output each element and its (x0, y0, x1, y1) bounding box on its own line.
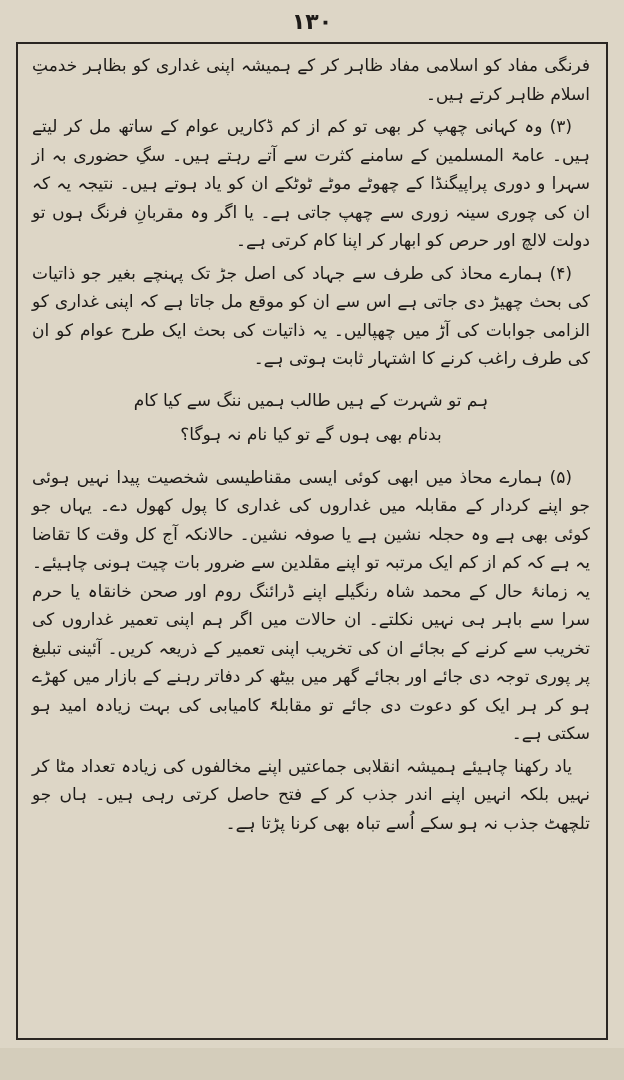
text-frame (16, 42, 608, 1040)
page-bottom-margin (0, 1048, 624, 1080)
paragraph-5: یاد رکھنا چاہیئے ہمیشہ انقلابی جماعتیں اپنے مخالفوں کی زیادہ تعداد مٹا کر نہیں بلکہ انہیں اپنے اندر جذب کر کے فتح حاصل کرتی رہی ہیں۔ ہاں جو تلچھٹ جذب نہ ہو سکے اُسے تباہ بھی کرنا پڑتا ہے۔ (32, 756, 590, 834)
paragraph-1: فرنگی مفاد کو اسلامی مفاد ظاہر کر کے ہمیشہ اپنی غداری کو بظاہر خدمتِ اسلام ظاہر کرتے ہیں۔ (32, 56, 590, 105)
page-number: ۱۳۰ (291, 10, 333, 35)
poetry-couplet (32, 384, 590, 452)
verse-1: ہم تو شہرت کے ہیں طالب ہمیں ننگ سے کیا کام (133, 390, 489, 411)
paragraph-4: (۵) ہمارے محاذ میں ابھی کوئی ایسی مقناطیسی شخصیت پیدا نہیں ہوئی جو اپنے کردار کے مقابلہ میں غداروں کی غداری کا پول کھول دے۔ یہاں جو کوئی بھی ہے وہ حجلہ نشین ہے یا صوفہ نشین۔ حالانکہ آج کل وقت کا تقاضا یہ ہے کہ کم از کم ایک مرتبہ تو اپنے مقلدین سے ضرور بات چیت ہونی چاہیئے۔ یہ زمانۂ حال کے محمد شاہ رنگیلے اپنے ڈرائنگ روم اور صحن خانقاہ یا حرم سرا سے باہر ہی نہیں نکلتے۔ ان حالات میں اگر ہم اپنی تعمیر غداروں کی تخریب سے کرنے کے بجائے ان کی تخریب اپنی تعمیر کے ذریعہ کریں۔ آئینی تبلیغ پر پوری توجہ دی جائے اور بجائے گھر میں بیٹھ کر دفاتر رہنے کے بازار میں کھڑے ہو کر ہر ایک کو دعوت دی جائے تو مقابلۃً کامیابی کی بہت زیادہ امید ہو سکتی ہے۔ (31, 467, 590, 744)
paragraph-3: (۴) ہمارے محاذ کی طرف سے جہاد کی اصل جڑ تک پہنچے بغیر جو ذاتیات کی بحث چھیڑ دی جاتی ہے اس سے ان کو موقع مل جاتا ہے کہ اپنی غداری کو الزامی جوابات کی آڑ میں چھپالیں۔ یہ ذاتیات کی بحث ایک طرح عوام کو ان کی طرف راغب کرنے کا اشتہار ثابت ہوتی ہے۔ (32, 263, 590, 369)
verse-2: بدنام بھی ہوں گے تو کیا نام نہ ہوگا؟ (180, 424, 442, 445)
paragraph-2: (۳) وہ کہانی چھپ کر بھی تو کم از کم ڈکاریں عوام کے ساتھ مل کر لیتے ہیں۔ عامۃ المسلمین کے سامنے کثرت سے آتے رہتے ہیں۔ سگِ حضوری بہ از سہرا و دوری پراپیگنڈا کے چھوٹے موٹے ٹوٹکے ان کو یاد ہوتے ہیں۔ نتیجہ یہ کہ ان کی چوری سینہ زوری سے چھپ جاتی ہے۔ یا اگر وہ مقربانِ فرنگ ہوں تو دولت لالچ اور حرص کو ابھار کر اپنا کام کرتی ہے۔ (32, 117, 590, 251)
